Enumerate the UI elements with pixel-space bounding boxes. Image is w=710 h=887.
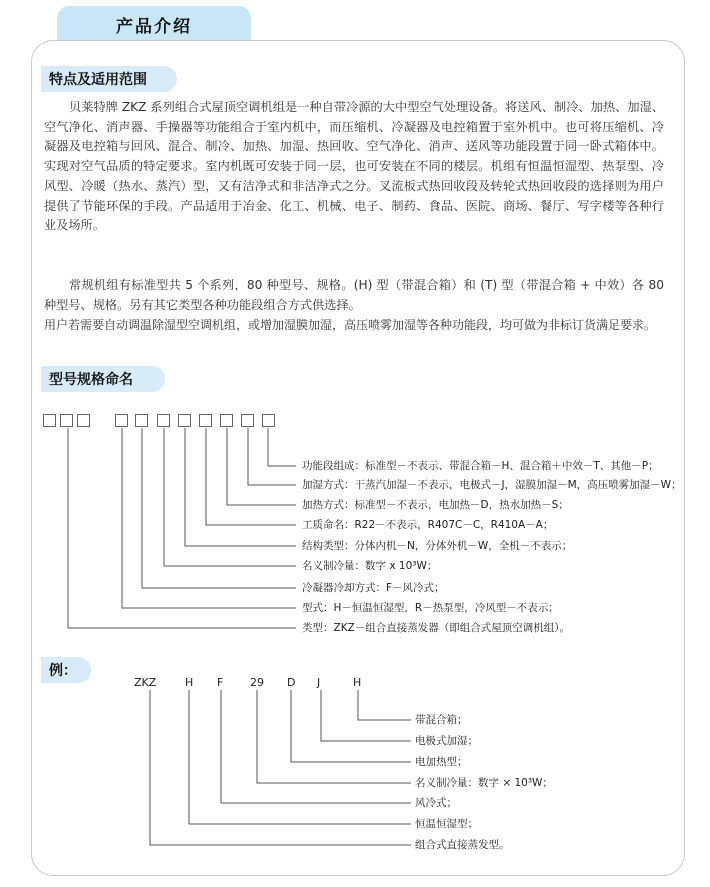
naming-label-condenser: 冷凝器冷却方式：F－风冷式； — [302, 582, 445, 594]
example-code-zkz: ZKZ — [134, 676, 157, 689]
example-code-d: D — [287, 676, 296, 689]
example-label-mixing-box: 带混合箱； — [415, 714, 468, 726]
naming-label-form: 型式：H－恒温恒湿型，R－热泵型，冷风型－不表示； — [302, 602, 559, 614]
naming-label-capacity: 名义制冷量：数字 x 10³W； — [302, 560, 438, 572]
example-label-air-cooled: 风冷式； — [415, 797, 457, 809]
example-code-j: J — [317, 676, 321, 689]
example-heading-text: 例： — [49, 663, 77, 679]
features-paragraph-1: 贝莱特牌 ZKZ 系列组合式屋顶空调机组是一种自带冷源的大中型空气处理设备。将送风、制冷、加热、加湿、空气净化、消声器、手操器等功能组合于室内机中，而压缩机、冷凝器及电控箱置于室外机中。也可将压缩机、冷凝器及电控箱与回风、混合、制冷、加热、加湿、热回收、空气净化、消声、送风等功能段置于同一卧式箱体中。实现对空气品质的特定要求。室内机既可安装于同一层，也可安装在不同的楼层。机组有恒温恒湿型、热泵型、冷风型、冷暖（热水、蒸汽）型，又有洁净式和非洁净式之分。叉流板式热回收段及转轮式热回收段的选择则为用户提供了节能环保的手段。产品适用于冶金、化工、机械、电子、制药、食品、医院、商场、餐厅、写字楼等各种行业及场所。 — [44, 100, 664, 233]
features-paragraph-2: 常规机组有标准型共 5 个系列，80 种型号、规格。(H) 型（带混合箱）和 (T) 型（带混合箱 + 中效）各 80 种型号、规格。另有其它类型各种功能段组合方式供选择。 — [44, 278, 664, 312]
example-heading — [41, 657, 91, 683]
naming-label-heating: 加热方式：标准型－不表示，电加热－D，热水加热－S； — [302, 499, 569, 511]
example-label-electric-heat: 电加热型； — [415, 756, 468, 768]
example-label-capacity: 名义制冷量：数字 × 10³W； — [415, 777, 553, 789]
features-paragraph-3: 用户若需要自动调温除湿型空调机组，或增加湿膜加湿，高压喷雾加湿等各种功能段，均可做为非标订货满足要求。 — [44, 318, 657, 332]
example-label-constant-temp: 恒温恒湿型； — [415, 818, 478, 830]
example-label-direct-evap: 组合式直接蒸发型。 — [415, 839, 510, 851]
example-code-f: F — [217, 676, 224, 689]
naming-label-refrigerant: 工质命名：R22－不表示，R407C－C，R410A－A； — [302, 519, 554, 531]
naming-heading-text: 型号规格命名 — [49, 372, 133, 388]
naming-label-structure: 结构类型：分体内机－N，分体外机－W，全机－不表示； — [302, 540, 573, 552]
example-code-h2: H — [353, 676, 362, 689]
naming-label-type: 类型：ZKZ－组合直接蒸发器（即组合式屋顶空调机组）。 — [302, 622, 571, 634]
naming-label-humidify: 加湿方式：干蒸汽加湿－不表示，电极式－J，湿膜加湿－M，高压喷雾加湿－W； — [302, 479, 682, 491]
naming-label-function: 功能段组成：标准型－不表示、带混合箱－H、混合箱＋中效－T、其他－P； — [302, 460, 659, 472]
example-code-h1: H — [185, 676, 194, 689]
example-label-electrode: 电极式加湿； — [415, 735, 478, 747]
page-title: 产品介绍 — [116, 16, 192, 37]
features-heading-text: 特点及适用范围 — [49, 72, 147, 88]
example-code-29: 29 — [250, 676, 264, 689]
